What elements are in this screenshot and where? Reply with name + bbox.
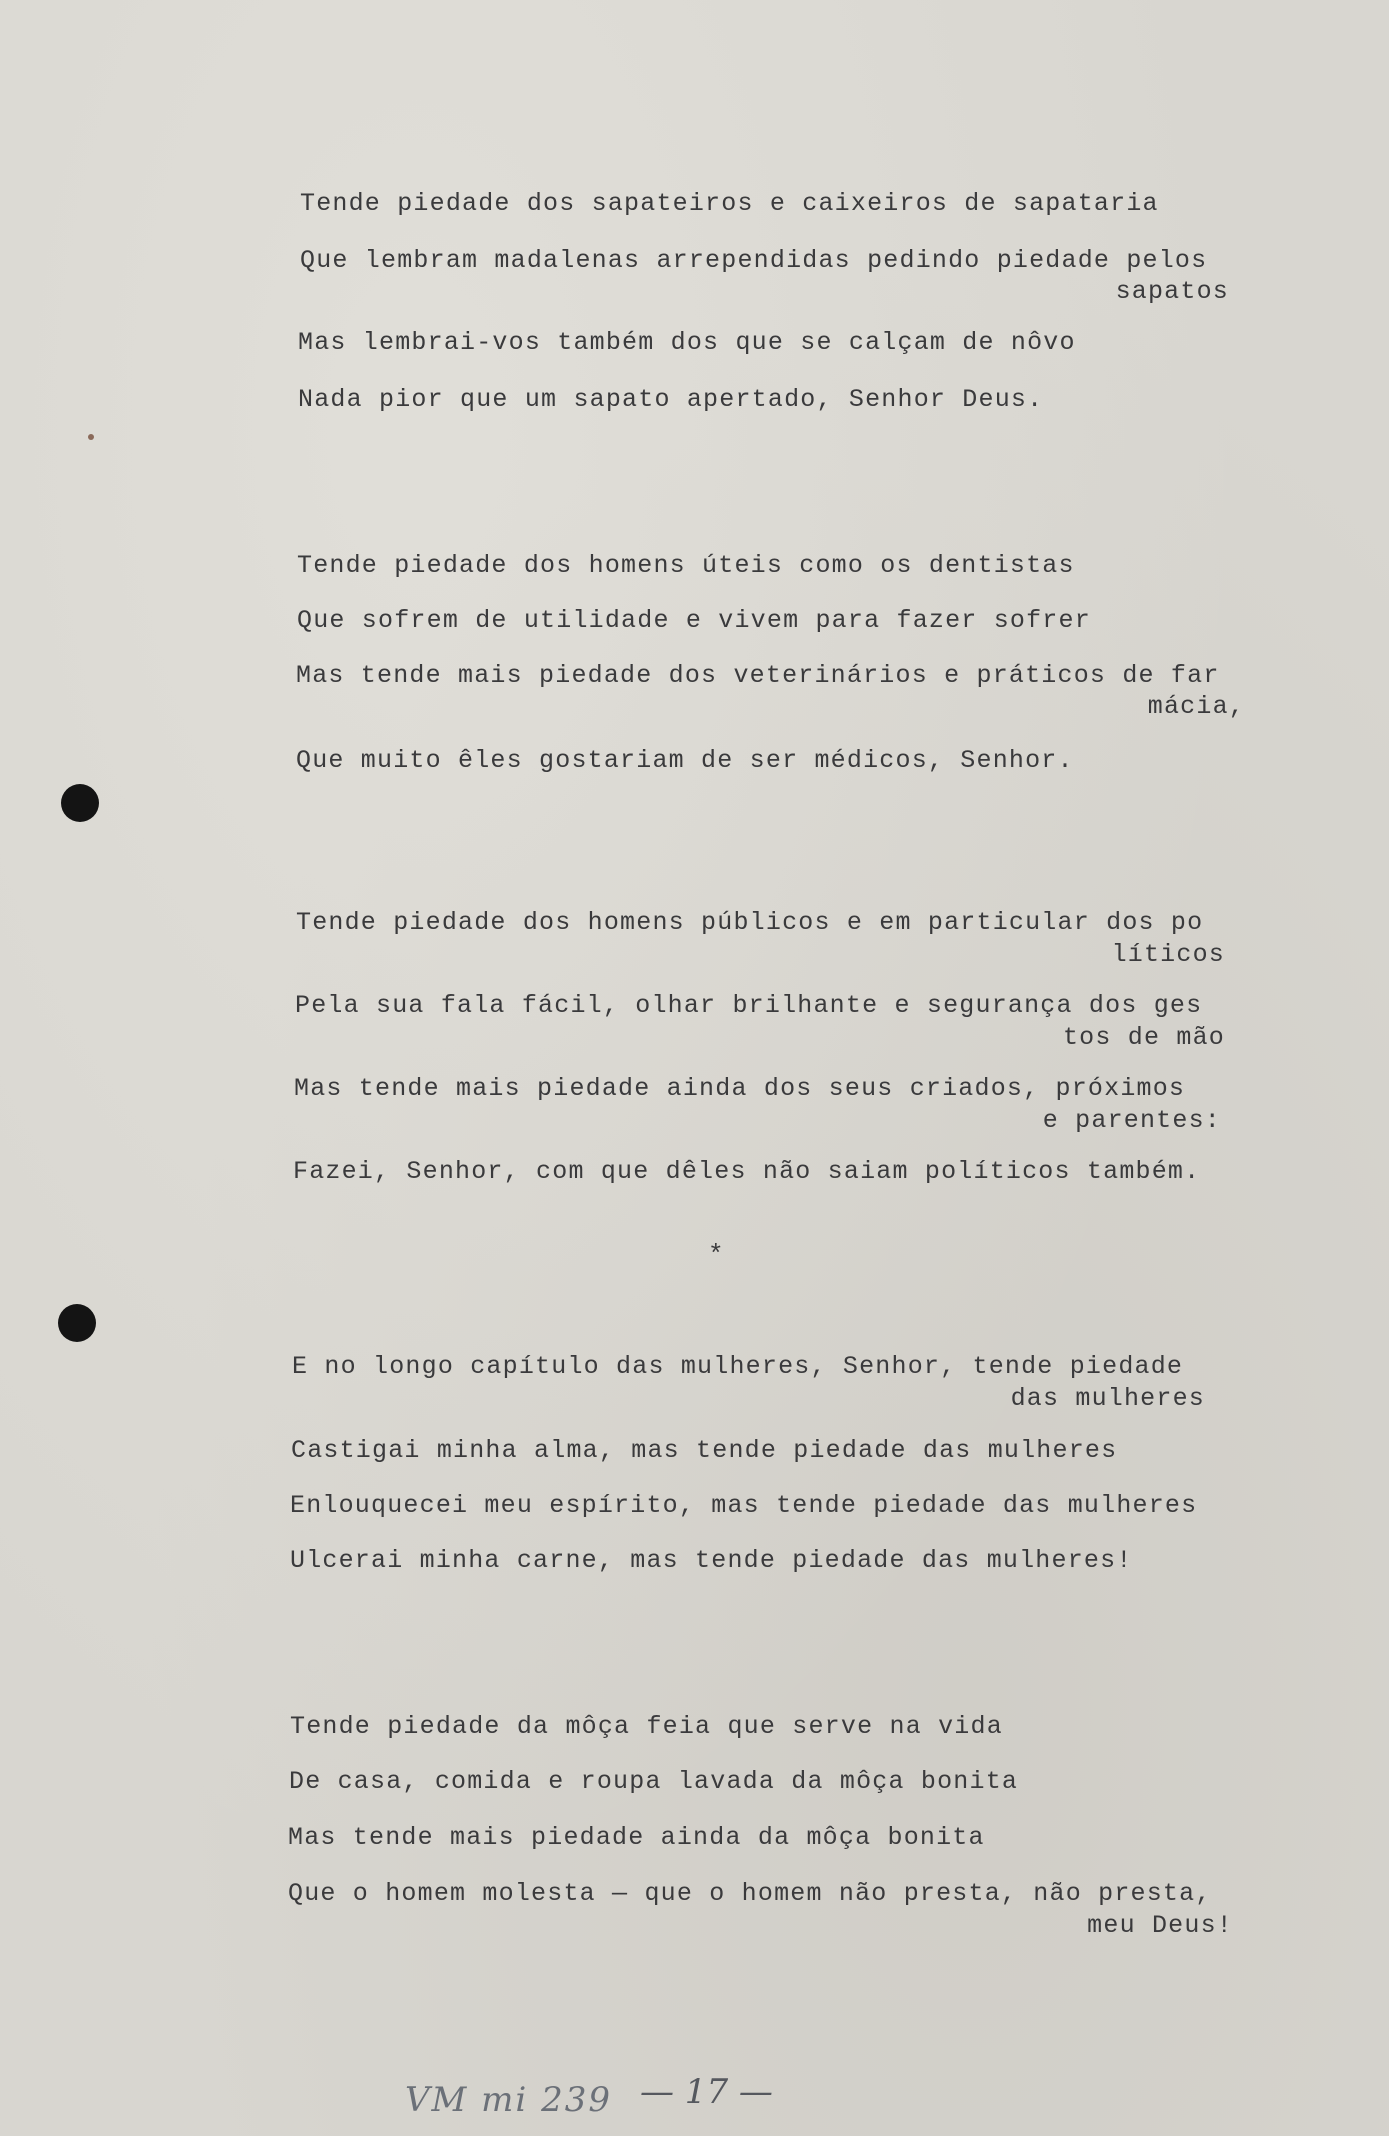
poem-line-continuation: mácia, <box>1147 692 1245 721</box>
poem-line: Nada pior que um sapato apertado, Senhor Deus. <box>298 385 1044 414</box>
punch-hole-top <box>61 784 99 822</box>
poem-line-continuation: tos de mão <box>1062 1023 1225 1052</box>
poem-line: Mas tende mais piedade ainda da môça bonita <box>288 1823 985 1852</box>
section-separator: * <box>708 1240 724 1270</box>
poem-line: Tende piedade dos sapateiros e caixeiros de sapataria <box>300 189 1159 218</box>
poem-line-continuation: líticos <box>1111 940 1225 969</box>
page-number: — 17 — <box>640 2072 773 2112</box>
poem-line: Que o homem molesta — que o homem não presta, não presta, <box>288 1879 1212 1908</box>
poem-line: E no longo capítulo das mulheres, Senhor, tende piedade <box>292 1352 1184 1381</box>
punch-hole-bottom <box>58 1304 96 1342</box>
poem-line: Que muito êles gostariam de ser médicos, Senhor. <box>296 746 1074 775</box>
poem-line: Que sofrem de utilidade e vivem para fazer sofrer <box>297 606 1091 635</box>
poem-line-continuation: e parentes: <box>1042 1106 1221 1135</box>
poem-line: Tende piedade dos homens públicos e em particular dos po <box>296 908 1204 937</box>
poem-line: Pela sua fala fácil, olhar brilhante e segurança dos ges <box>295 991 1203 1020</box>
poem-line-continuation: meu Deus! <box>1087 1911 1233 1940</box>
paper-speck <box>88 434 94 440</box>
poem-line: Fazei, Senhor, com que dêles não saiam políticos também. <box>293 1157 1201 1186</box>
poem-line-continuation: sapatos <box>1115 277 1229 306</box>
poem-line: Que lembram madalenas arrependidas pedindo piedade pelos <box>300 246 1208 275</box>
poem-line: Mas lembrai-vos também dos que se calçam de nôvo <box>298 328 1076 357</box>
poem-line: Ulcerai minha carne, mas tende piedade das mulheres! <box>290 1546 1133 1575</box>
poem-line: De casa, comida e roupa lavada da môça bonita <box>289 1767 1019 1796</box>
poem-line: Enlouquecei meu espírito, mas tende piedade das mulheres <box>290 1491 1198 1520</box>
poem-line: Castigai minha alma, mas tende piedade das mulheres <box>291 1436 1118 1465</box>
poem-line: Mas tende mais piedade dos veterinários e práticos de far <box>296 661 1220 690</box>
archive-reference-note: VM mi 239 <box>405 2080 612 2120</box>
poem-line-continuation: das mulheres <box>1010 1384 1205 1413</box>
poem-line: Mas tende mais piedade ainda dos seus criados, próximos <box>294 1074 1186 1103</box>
poem-line: Tende piedade da môça feia que serve na vida <box>290 1712 1003 1741</box>
poem-line: Tende piedade dos homens úteis como os dentistas <box>297 551 1075 580</box>
